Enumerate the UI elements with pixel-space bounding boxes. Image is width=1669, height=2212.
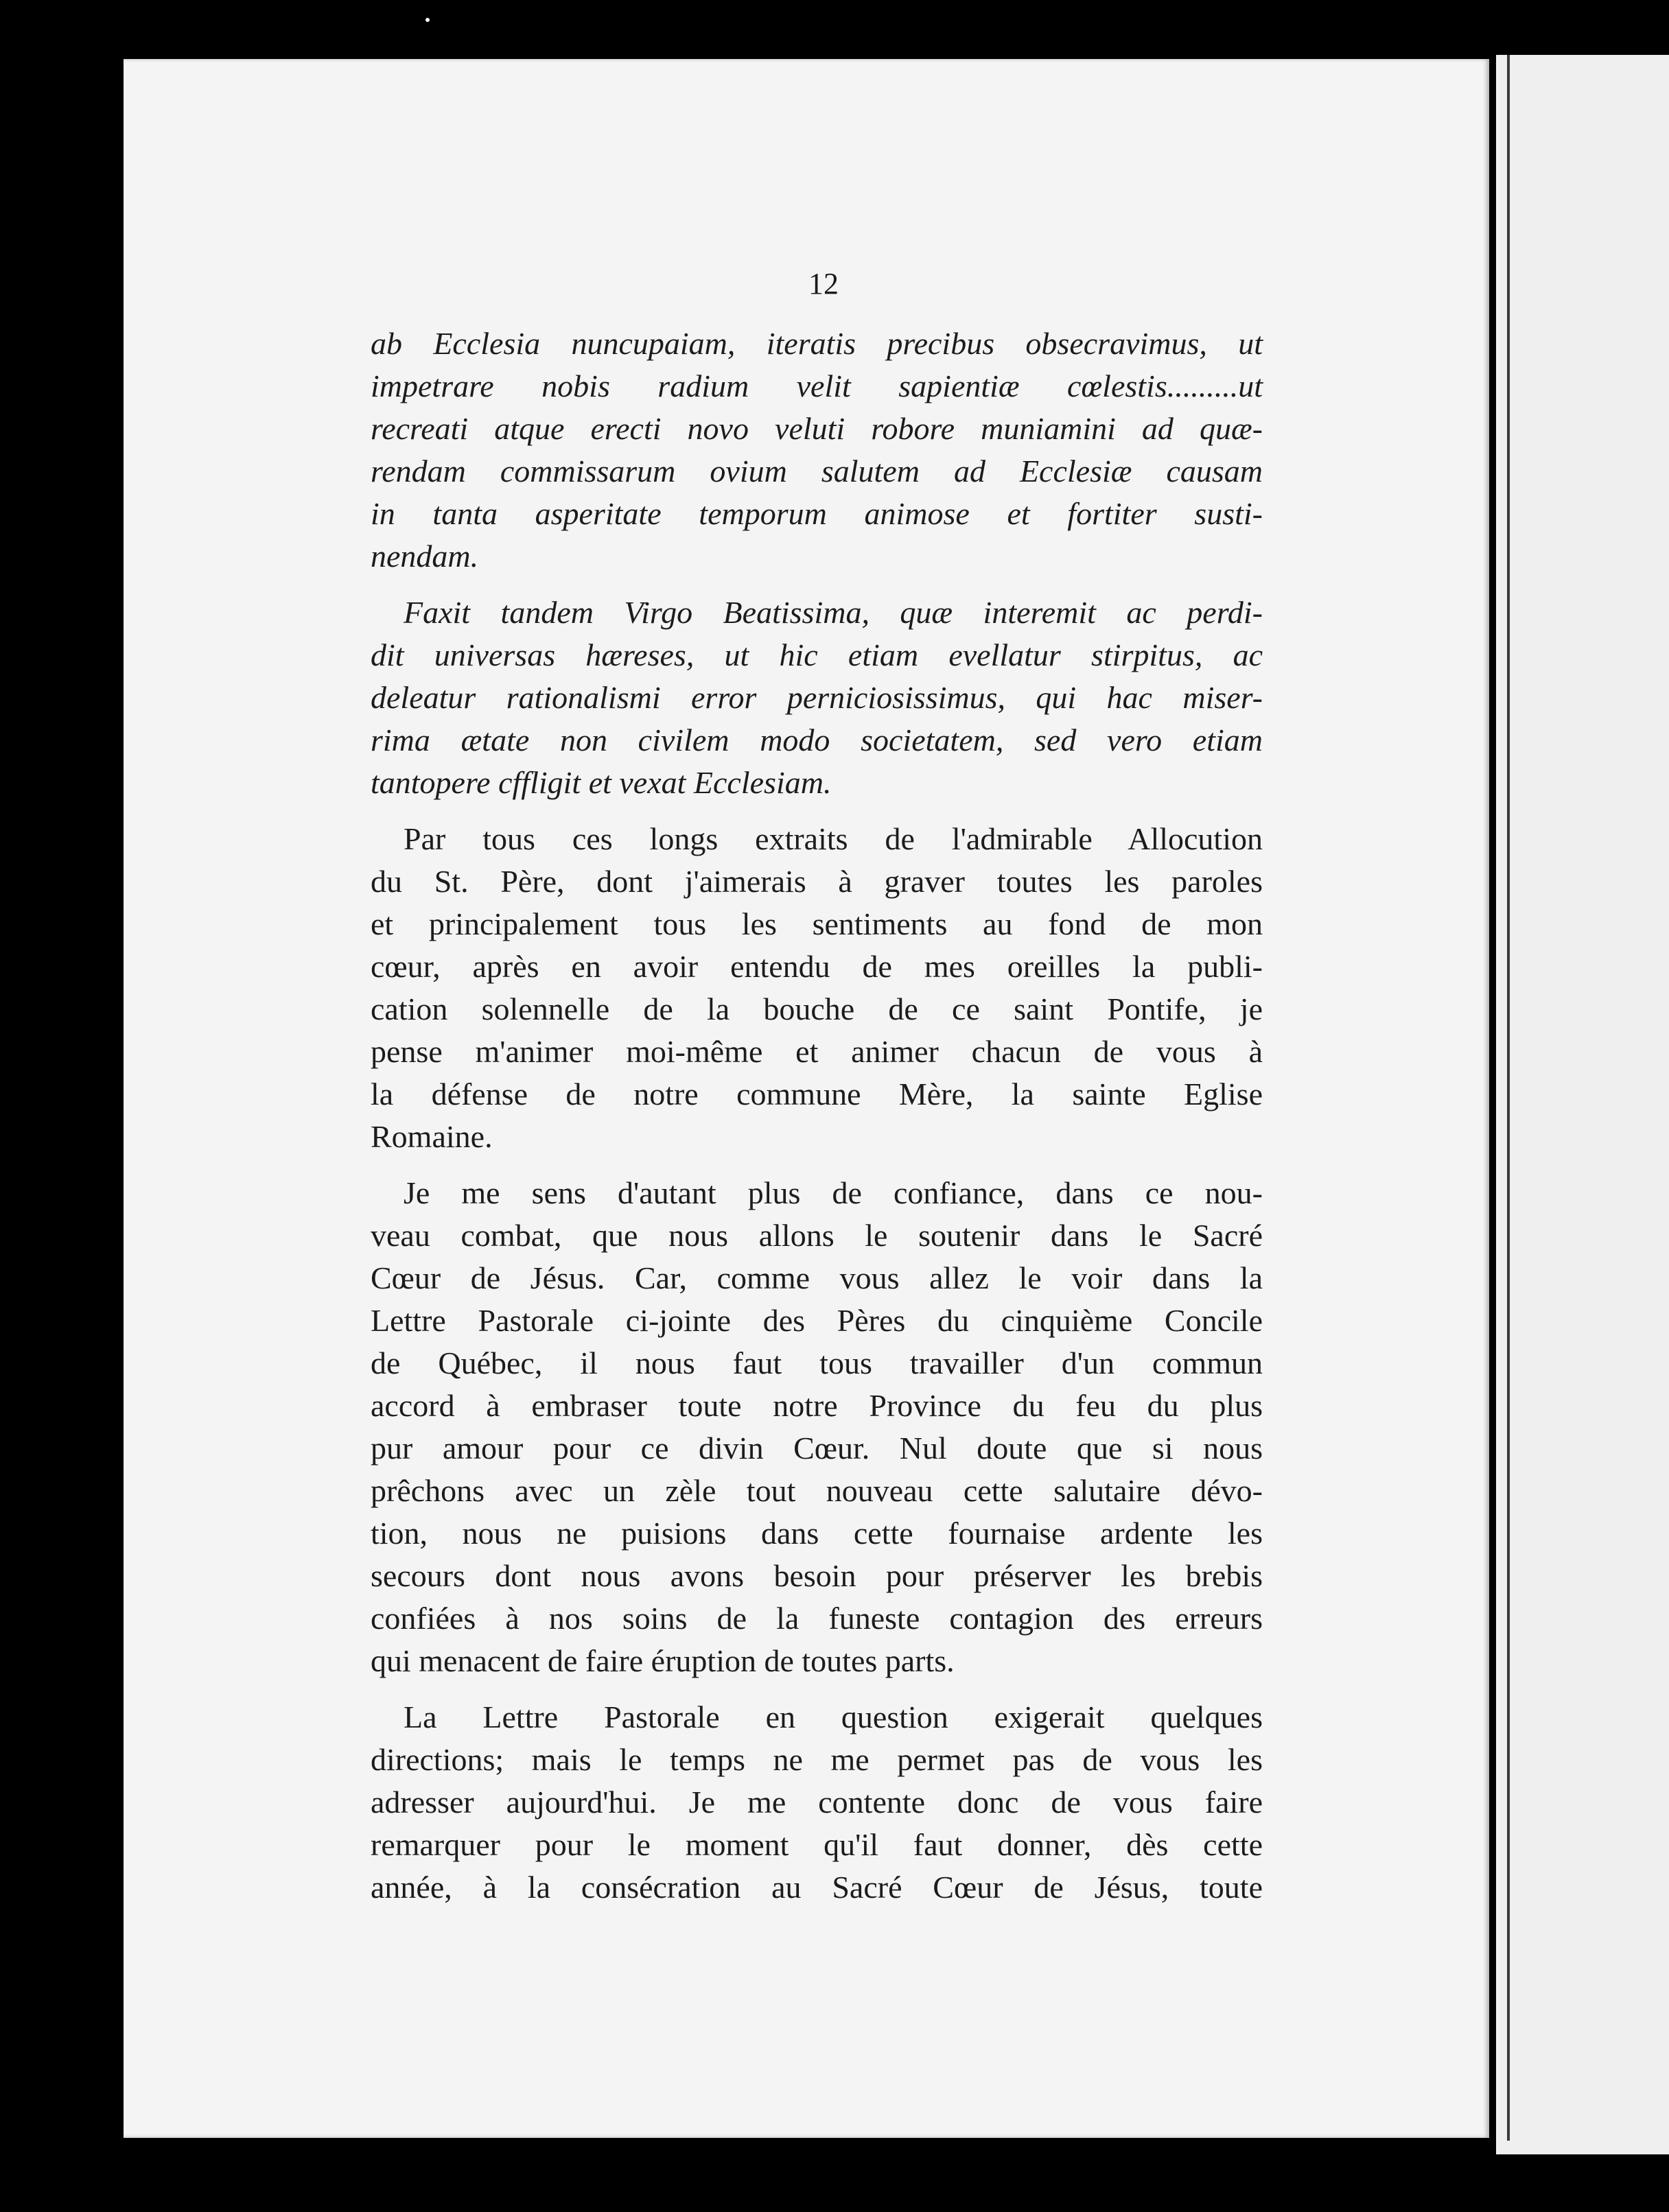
page-gutter xyxy=(1507,55,1510,2141)
text-line: adresser aujourd'hui. Je me contente donc de vous faire xyxy=(371,1785,1263,1820)
text-line: dit universas hæreses, ut hic etiam evellatur stirpitus, ac xyxy=(371,637,1263,672)
text-line: ab Ecclesia nuncupaiam, iteratis precibus obsecravimus, ut xyxy=(371,326,1263,361)
text-line: rima ætate non civilem modo societatem, sed vero etiam xyxy=(371,722,1263,757)
scan-speck xyxy=(425,18,430,22)
text-line: La Lettre Pastorale en question exigerait quelques xyxy=(404,1699,1263,1734)
text-line: année, à la consécration au Sacré Cœur de Jésus, toute xyxy=(371,1870,1263,1905)
text-line: Romaine. xyxy=(371,1119,493,1154)
text-line: Cœur de Jésus. Car, comme vous allez le voir dans la xyxy=(371,1260,1263,1295)
paragraph-latin-2 xyxy=(371,591,1263,804)
text-line: Par tous ces longs extraits de l'admirable Allocution xyxy=(404,821,1263,856)
text-line: Lettre Pastorale ci-jointe des Pères du cinquième Concile xyxy=(371,1303,1263,1338)
paragraph-french-1 xyxy=(371,818,1263,1158)
text-line: Je me sens d'autant plus de confiance, dans ce nou- xyxy=(404,1175,1263,1210)
text-line: la défense de notre commune Mère, la sainte Eglise xyxy=(371,1076,1263,1111)
text-line: recreati atque erecti novo veluti robore muniamini ad quæ- xyxy=(371,411,1263,446)
text-line: tantopere cffligit et vexat Ecclesiam. xyxy=(371,765,832,800)
paragraph-french-3 xyxy=(371,1696,1263,1909)
text-line: accord à embraser toute notre Province du feu du plus xyxy=(371,1388,1263,1423)
text-line: remarquer pour le moment qu'il faut donner, dès cette xyxy=(371,1827,1263,1862)
text-line: deleatur rationalismi error perniciosissimus, qui hac miser- xyxy=(371,680,1263,715)
text-line: impetrare nobis radium velit sapientiæ cœlestis.........ut xyxy=(371,368,1263,403)
page-number: 12 xyxy=(808,267,839,301)
text-line: pense m'animer moi-même et animer chacun de vous à xyxy=(371,1034,1263,1069)
text-line: de Québec, il nous faut tous travailler d'un commun xyxy=(371,1345,1263,1380)
text-line: veau combat, que nous allons le soutenir dans le Sacré xyxy=(371,1218,1263,1253)
text-line: directions; mais le temps ne me permet pas de vous les xyxy=(371,1742,1263,1777)
text-line: rendam commissarum ovium salutem ad Ecclesiæ causam xyxy=(371,454,1263,489)
text-line: tion, nous ne puisions dans cette fournaise ardente les xyxy=(371,1516,1263,1551)
adjacent-page xyxy=(1496,55,1669,2154)
text-line: pur amour pour ce divin Cœur. Nul doute que si nous xyxy=(371,1431,1263,1466)
text-line: confiées à nos soins de la funeste contagion des erreurs xyxy=(371,1601,1263,1636)
text-line: secours dont nous avons besoin pour préserver les brebis xyxy=(371,1558,1263,1593)
text-line: in tanta asperitate temporum animose et fortiter susti- xyxy=(371,496,1263,531)
paragraph-latin-1 xyxy=(371,322,1263,578)
text-line: Faxit tandem Virgo Beatissima, quæ interemit ac perdi- xyxy=(404,595,1263,630)
text-line: prêchons avec un zèle tout nouveau cette salutaire dévo- xyxy=(371,1473,1263,1508)
body-text xyxy=(371,322,1263,1909)
text-line: du St. Père, dont j'aimerais à graver toutes les paroles xyxy=(371,864,1263,899)
text-line: cation solennelle de la bouche de ce saint Pontife, je xyxy=(371,991,1263,1026)
paragraph-french-2 xyxy=(371,1172,1263,1682)
text-line: et principalement tous les sentiments au fond de mon xyxy=(371,906,1263,941)
text-line: cœur, après en avoir entendu de mes oreilles la publi- xyxy=(371,949,1263,984)
text-line: nendam. xyxy=(371,539,479,574)
text-line: qui menacent de faire éruption de toutes parts. xyxy=(371,1643,955,1678)
